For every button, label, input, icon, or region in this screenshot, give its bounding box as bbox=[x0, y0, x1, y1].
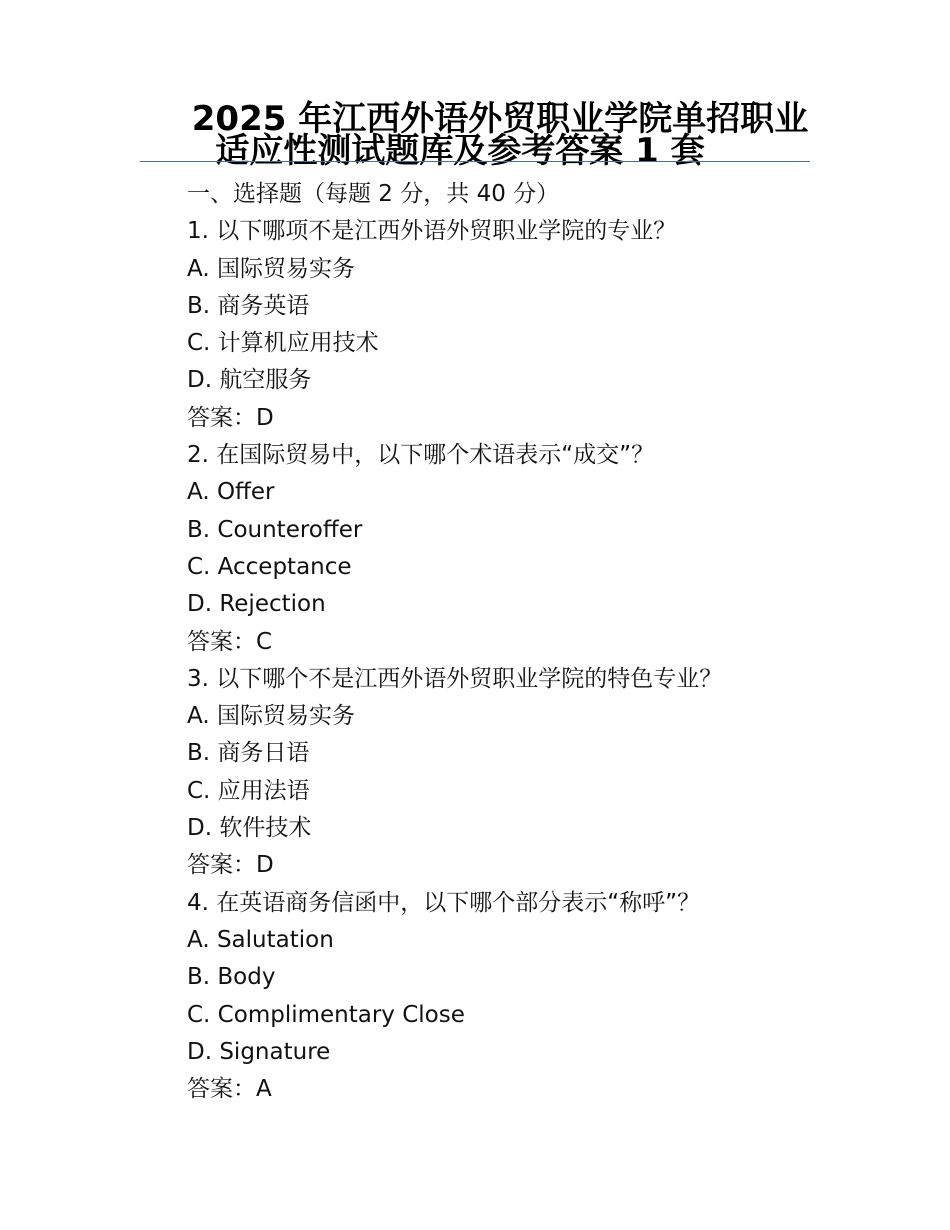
option-c: C. Acceptance bbox=[187, 553, 352, 580]
option-b: B. 商务英语 bbox=[187, 292, 310, 319]
option-c: C. 应用法语 bbox=[187, 777, 310, 804]
option-d: D. Signature bbox=[187, 1038, 331, 1065]
question-stem: 1. 以下哪项不是江西外语外贸职业学院的专业？ bbox=[187, 218, 677, 245]
option-c: C. Complimentary Close bbox=[187, 1001, 465, 1028]
option-b: B. 商务日语 bbox=[187, 740, 310, 767]
document-title bbox=[140, 99, 810, 171]
option-c: C. 计算机应用技术 bbox=[187, 330, 379, 357]
answer-line: 答案：D bbox=[187, 852, 274, 879]
option-b: B. Body bbox=[187, 964, 276, 991]
question-stem: 2. 在国际贸易中，以下哪个术语表示“成交”？ bbox=[187, 442, 655, 469]
answer-line: 答案：D bbox=[187, 404, 274, 431]
option-a: A. Offer bbox=[187, 479, 275, 506]
question-block bbox=[187, 661, 827, 885]
title-line-1: 2025 年江西外语外贸职业学院单招职业 bbox=[191, 99, 809, 139]
option-d: D. 航空服务 bbox=[187, 367, 312, 394]
option-a: A. 国际贸易实务 bbox=[187, 703, 355, 730]
question-block bbox=[187, 885, 827, 1109]
question-stem: 4. 在英语商务信函中，以下哪个部分表示“称呼”？ bbox=[187, 889, 701, 916]
option-a: A. 国际贸易实务 bbox=[187, 255, 355, 282]
question-block bbox=[187, 213, 827, 437]
answer-line: 答案：C bbox=[187, 628, 273, 655]
option-d: D. Rejection bbox=[187, 591, 326, 618]
option-b: B. Counteroffer bbox=[187, 516, 363, 543]
document-body bbox=[187, 176, 827, 1108]
question-stem: 3. 以下哪个不是江西外语外贸职业学院的特色专业？ bbox=[187, 665, 723, 692]
answer-line: 答案：A bbox=[187, 1076, 272, 1103]
option-a: A. Salutation bbox=[187, 926, 334, 953]
section-heading: 一、选择题（每题 2 分，共 40 分） bbox=[187, 181, 560, 207]
title-underline bbox=[140, 161, 810, 162]
option-d: D. 软件技术 bbox=[187, 815, 312, 842]
question-block bbox=[187, 437, 827, 661]
title-line-2: 适应性测试题库及参考答案 1 套 bbox=[215, 131, 705, 171]
